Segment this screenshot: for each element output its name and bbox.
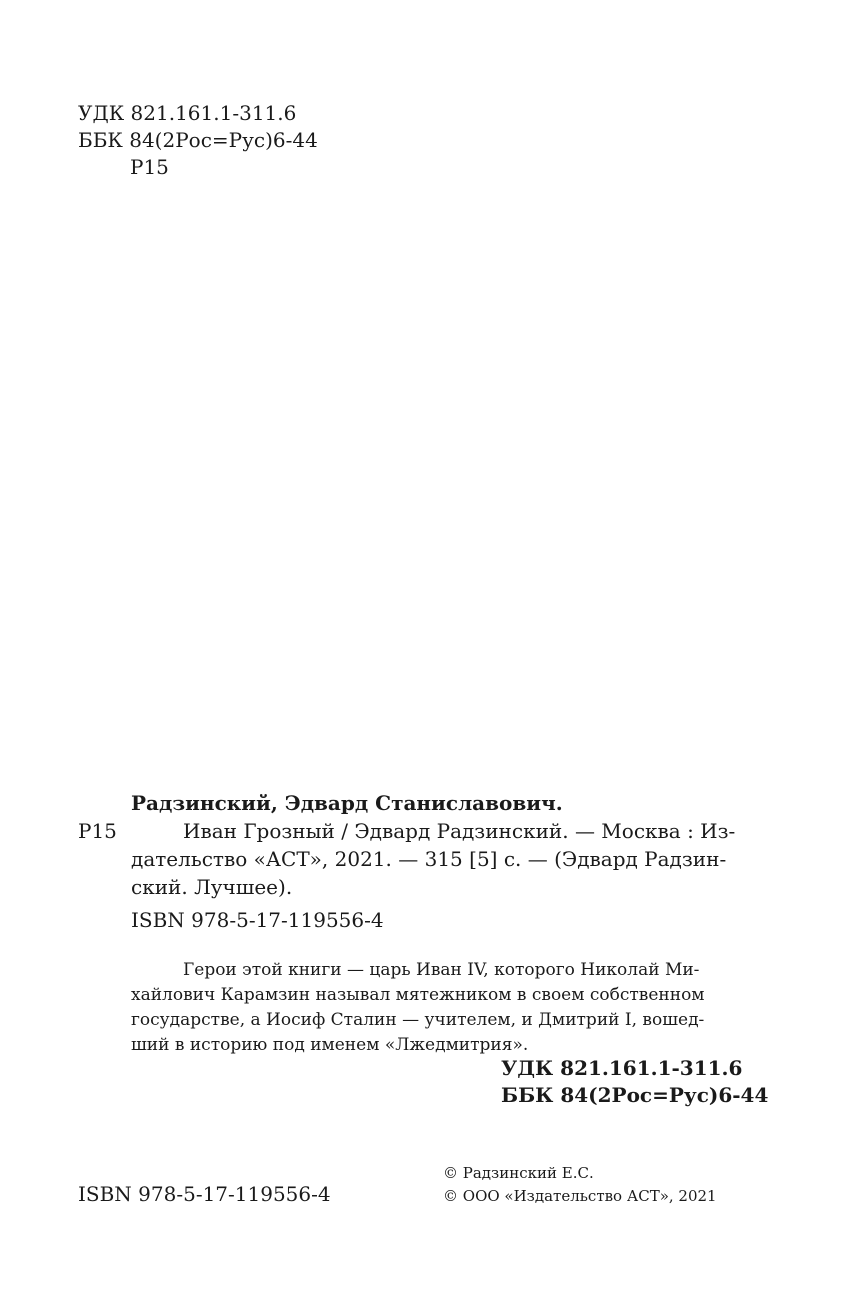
annotation xyxy=(131,958,761,1058)
author-cipher: Р15 xyxy=(130,155,169,179)
bibliographic-description xyxy=(131,817,761,901)
classification-codes xyxy=(501,1055,768,1109)
copyright-publisher: © ООО «Издательство АСТ», 2021 xyxy=(443,1187,717,1205)
annotation-line: хайлович Карамзин называл мятежником в своем собственном xyxy=(131,985,705,1005)
entry-cipher: Р15 xyxy=(78,819,117,843)
annotation-line: ший в историю под именем «Лжедмитрия». xyxy=(131,1035,529,1055)
udk-code-bold: УДК 821.161.1-311.6 xyxy=(501,1056,743,1080)
author-heading: Радзинский, Эдвард Станиславович. xyxy=(131,791,563,815)
entry-isbn: ISBN 978-5-17-119556-4 xyxy=(131,908,384,932)
udk-code: УДК 821.161.1-311.6 xyxy=(78,101,297,125)
bbk-code: ББК 84(2Рос=Рус)6-44 xyxy=(78,128,318,152)
copyright-author: © Радзинский Е.С. xyxy=(443,1164,594,1182)
annotation-line: Герои этой книги — царь Иван IV, которого Николай Ми- xyxy=(183,960,700,980)
description-line: ский. Лучшее). xyxy=(131,875,293,899)
annotation-line: государстве, а Иосиф Сталин — учителем, и Дмитрий I, вошед- xyxy=(131,1010,705,1030)
description-line: дательство «АСТ», 2021. — 315 [5] с. — (Эдвард Радзин- xyxy=(131,847,727,871)
copyright-notice xyxy=(443,1162,717,1208)
bbk-code-bold: ББК 84(2Рос=Рус)6-44 xyxy=(501,1083,769,1107)
footer-isbn: ISBN 978-5-17-119556-4 xyxy=(78,1182,331,1206)
description-line: Иван Грозный / Эдвард Радзинский. — Москва : Из- xyxy=(183,819,736,843)
classification-header xyxy=(78,100,318,181)
